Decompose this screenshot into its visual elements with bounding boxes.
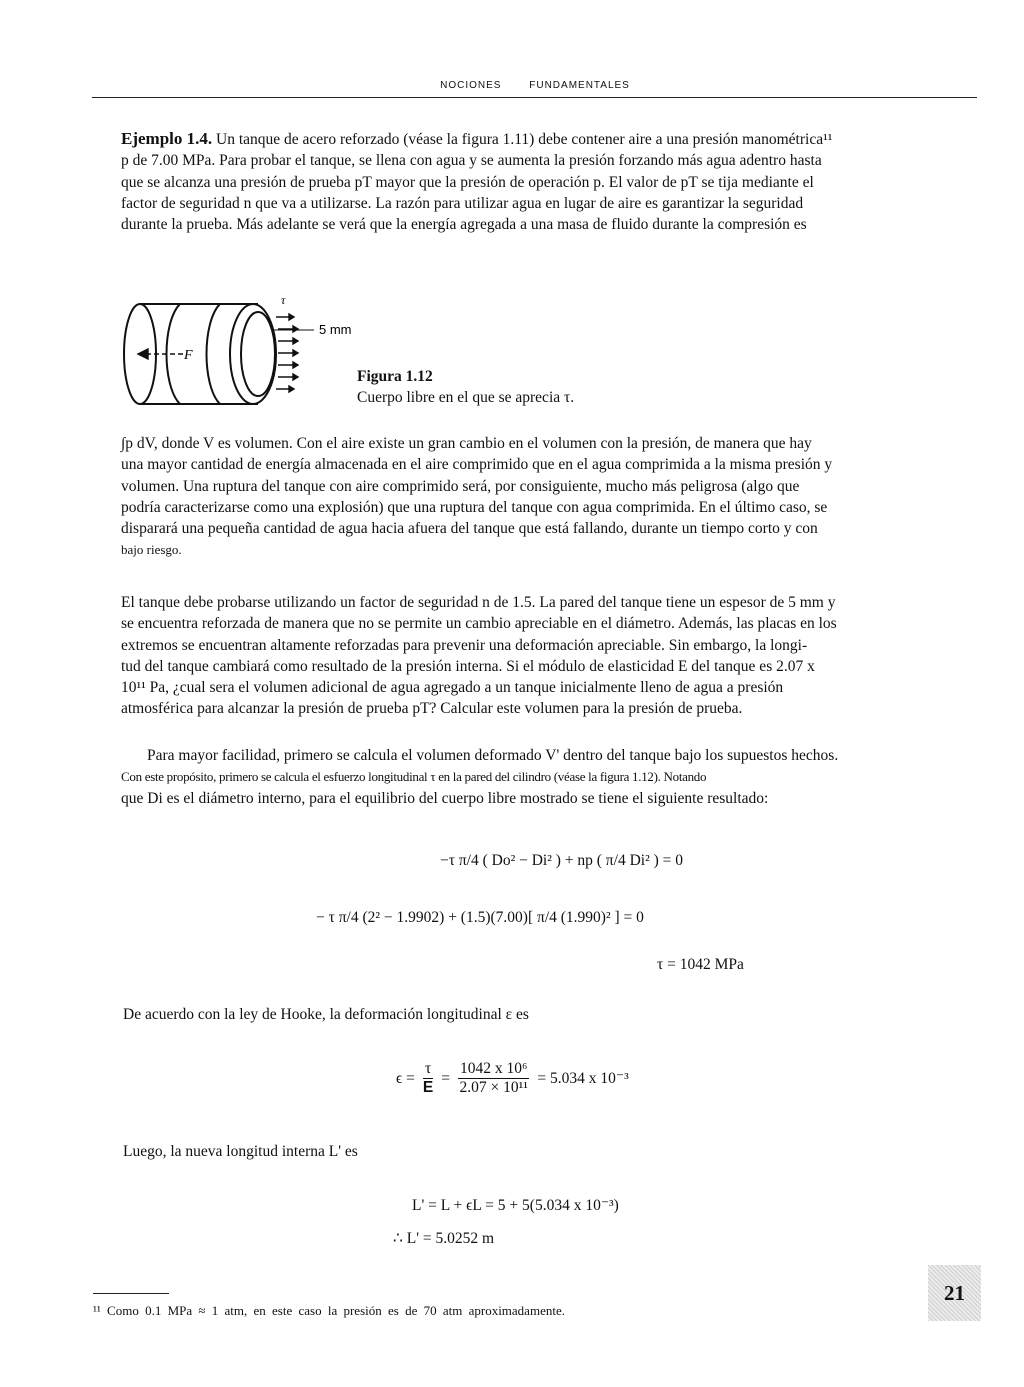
figure-cylinder-free-body bbox=[118, 292, 368, 417]
footnote-rule bbox=[93, 1293, 169, 1294]
problem-line-5: 10¹¹ Pa, ¿cual sera el volumen adicional de agua agregado a un tanque inicialmente lleno de agua a presión bbox=[121, 679, 784, 697]
figure-caption-title: Figura 1.12 bbox=[357, 368, 433, 385]
tau-label: τ bbox=[281, 293, 286, 307]
strain-numerator: 1042 x 10⁶ bbox=[459, 1060, 528, 1077]
energy-line-2: una mayor cantidad de energía almacenada en el aire comprimido que en el agua comprimida a la misma presión y bbox=[121, 456, 833, 474]
energy-line-6: bajo riesgo. bbox=[121, 542, 182, 558]
dim-label: 5 mm bbox=[319, 322, 352, 337]
solution-line-1: Para mayor facilidad, primero se calcula el volumen deformado V' dentro del tanque bajo los supuestos hechos. bbox=[147, 747, 839, 764]
energy-paragraph bbox=[121, 433, 978, 561]
figure-caption bbox=[357, 366, 574, 408]
problem-line-3: extremos se encuentran altamente reforzadas para prevenir una deformación apreciable. Sin embargo, la longi- bbox=[121, 636, 808, 654]
stress-result: τ = 1042 MPa bbox=[657, 956, 744, 973]
page-number: 21 bbox=[928, 1265, 981, 1321]
solution-line-3: que Di es el diámetro interno, para el equilibrio del cuerpo libre mostrado se tiene el siguiente resultado: bbox=[121, 789, 769, 807]
header-rule bbox=[92, 97, 977, 98]
example-line-3: que se alcanza una presión de prueba pT mayor que la presión de operación p. El valor de pT se tija mediante el bbox=[121, 173, 814, 191]
equilibrium-substituted: − τ π/4 (2² − 1.9902) + (1.5)(7.00)[ π/4 (1.990)² ] = 0 bbox=[316, 909, 644, 926]
running-header bbox=[0, 80, 1024, 91]
cylinder-right-end-outer bbox=[230, 304, 276, 404]
footnote: ¹¹ Como 0.1 MPa ≈ 1 atm, en este caso la presión es de 70 atm aproximadamente. bbox=[93, 1303, 565, 1318]
problem-line-1: El tanque debe probarse utilizando un factor de seguridad n de 1.5. La pared del tanque tiene un espesor de 5 mm y bbox=[121, 594, 836, 611]
cylinder-ring-2 bbox=[207, 304, 221, 404]
problem-line-4: tud del tanque cambiará como resultado de la presión interna. Si el módulo de elasticidad E del tanque es 2.07 x bbox=[121, 657, 815, 675]
energy-line-4: podría caracterizarse como una explosión) que una ruptura del tanque con agua comprimida. En el último caso, se bbox=[121, 498, 828, 516]
example-paragraph bbox=[121, 128, 978, 235]
example-line-2: p de 7.00 MPa. Para probar el tanque, se llena con agua y se aumenta la presión forzando más agua adentro hasta bbox=[121, 152, 822, 170]
figure-caption-text: Cuerpo libre en el que se aprecia τ. bbox=[357, 389, 575, 406]
strain-result: = 5.034 x 10⁻³ bbox=[537, 1070, 629, 1087]
problem-paragraph bbox=[121, 592, 978, 720]
strain-symbolic-fraction bbox=[423, 1060, 433, 1097]
energy-line-3: volumen. Una ruptura del tanque con aire comprimido será, por consiguiente, mucho más peligrosa (algo que bbox=[121, 477, 800, 495]
strain-e: E bbox=[422, 1079, 434, 1096]
solution-line-2: Con este propósito, primero se calcula el esfuerzo longitudinal τ en la pared del cilindro (véase la figura 1.12). Notando bbox=[121, 769, 707, 785]
strain-denominator: 2.07 × 10¹¹ bbox=[459, 1079, 528, 1096]
length-result: ∴ L' = 5.0252 m bbox=[393, 1230, 495, 1247]
force-arrow-head bbox=[138, 349, 148, 359]
example-title: Ejemplo 1.4. bbox=[121, 129, 213, 148]
problem-line-6: atmosférica para alcanzar la presión de prueba pT? Calcular este volumen para la presión de prueba. bbox=[121, 700, 743, 718]
strain-tau: τ bbox=[423, 1060, 433, 1079]
hooke-intro: De acuerdo con la ley de Hooke, la deformación longitudinal ε es bbox=[123, 1006, 529, 1023]
header-left: NOCIONES bbox=[440, 80, 502, 91]
energy-line-5: disparará una pequeña cantidad de agua hacia afuera del tanque que está fallando, durante un tiempo corto y con bbox=[121, 520, 818, 538]
example-line-4: factor de seguridad n que va a utilizarse. La razón para utilizar agua en lugar de aire es garantizar la seguridad bbox=[121, 194, 804, 212]
tau-arrows bbox=[276, 314, 298, 392]
problem-line-2: se encuentra reforzada de manera que no se permite un cambio apreciable en el diámetro. Además, las placas en los bbox=[121, 615, 837, 633]
force-label: F bbox=[184, 348, 193, 363]
length-intro: Luego, la nueva longitud interna L' es bbox=[123, 1143, 358, 1160]
length-equation: L' = L + ϵL = 5 + 5(5.034 x 10⁻³) bbox=[412, 1197, 619, 1214]
example-line-5: durante la prueba. Más adelante se verá que la energía agregada a una masa de fluido durante la compresión es bbox=[121, 216, 807, 234]
strain-equation: ϵ = $\frac{\tau}{E}$ = $\frac{\text{1042 x 10⁶}}{\text{2.07 × 10¹¹}}$ = 5.034 x 10⁻³ bbox=[396, 1060, 629, 1096]
equilibrium-equation: −τ π/4 ( Do² − Di² ) + np ( π/4 Di² ) = 0 bbox=[440, 852, 683, 869]
header-right: FUNDAMENTALES bbox=[529, 80, 630, 91]
strain-lhs: ϵ = bbox=[396, 1069, 415, 1087]
energy-line-1: ∫p dV, donde V es volumen. Con el aire existe un gran cambio en el volumen con la presión, de manera que hay bbox=[121, 435, 812, 452]
solution-paragraph bbox=[121, 745, 978, 809]
example-line-1: Ejemplo 1.4. Un tanque de acero reforzado (véase la figura 1.11) debe contener aire a una presión manométrica¹¹ bbox=[121, 129, 833, 148]
strain-numeric-fraction bbox=[458, 1060, 529, 1097]
cylinder-right-end-inner bbox=[241, 312, 275, 396]
